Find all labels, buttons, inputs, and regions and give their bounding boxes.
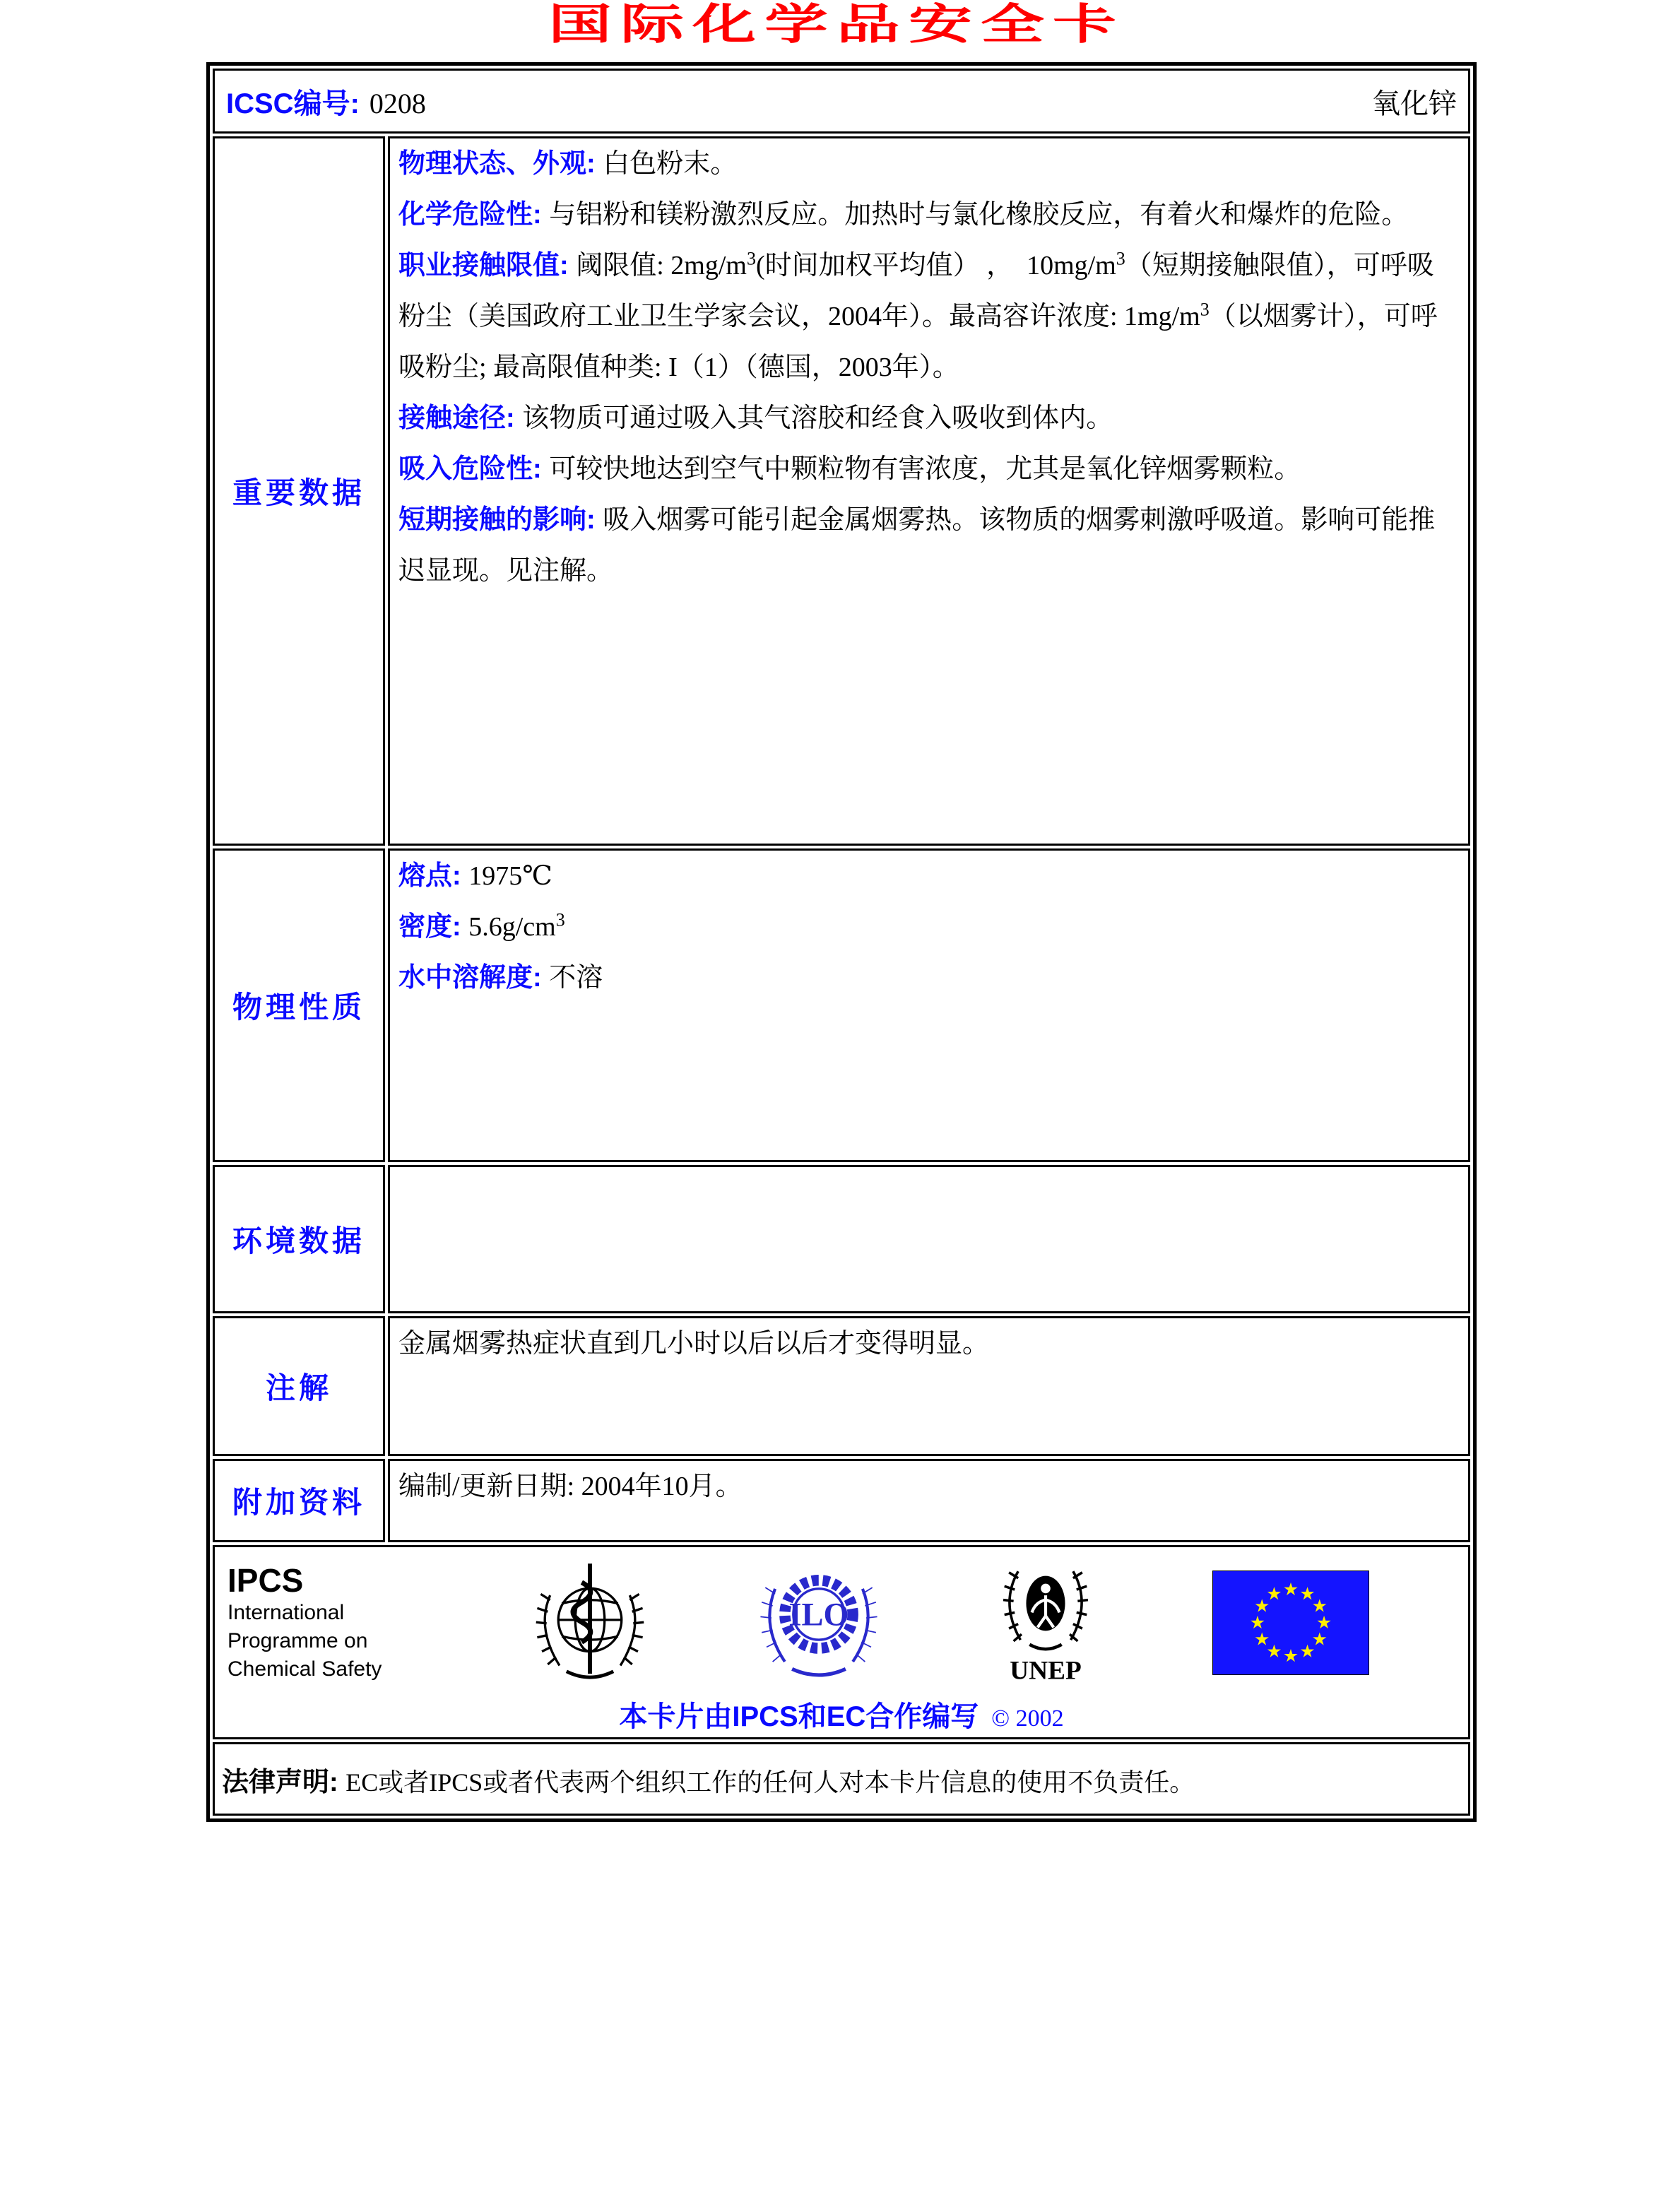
paragraph: 熔点: 1975℃ — [398, 861, 552, 891]
ipcs-subtitle-line2: Programme on — [227, 1629, 368, 1652]
environmental-data-label: 环境数据 — [213, 1165, 385, 1313]
paragraph: 密度: $5.6g/cm^3$ — [398, 909, 565, 942]
page-title — [0, 0, 1673, 52]
eu-flag — [1212, 1571, 1369, 1675]
legal-label: 法律声明: — [222, 1767, 346, 1797]
legal-cell — [213, 1742, 1470, 1816]
paragraph: 短期接触的影响: 吸入烟雾可能引起金属烟雾热。该物质的烟雾刺激呼吸道。影响可能推迟显现。见注解。 — [398, 505, 1436, 586]
ipcs-title: IPCS — [227, 1562, 304, 1599]
icsc-table — [206, 62, 1477, 1822]
additional-info-label: 附加资料 — [213, 1459, 385, 1542]
important-data-content — [388, 136, 1470, 846]
ipcs-subtitle-line1: International — [227, 1601, 345, 1624]
legal-text: EC或者IPCS或者代表两个组织工作的任何人对本卡片信息的使用不负责任。 — [345, 1768, 1195, 1797]
unep-logo — [988, 1553, 1103, 1693]
physical-properties-label: 物理性质 — [213, 848, 385, 1162]
paragraph: 水中溶解度: 不溶 — [398, 963, 603, 993]
important-data-label: 重要数据 — [213, 136, 385, 846]
paragraph: 职业接触限值: 阈限值: $2mg/m^3$(时间加权平均值） ， $10mg/m^3$（短期接触限值），可呼吸粉尘（美国政府工业卫生学家会议，2004年）。最高容许浓度: $1mg/m^3$（以烟雾计），可呼吸粉尘; 最高限值种类: I（1）（德国，2003年）。 — [398, 248, 1438, 382]
ilo-logo-label: ILO — [788, 1597, 849, 1633]
additional-info-row — [213, 1459, 1470, 1542]
who-logo — [531, 1558, 649, 1688]
paragraph: 接触途径: 该物质可通过吸入其气溶胶和经食入吸收到体内。 — [398, 403, 1113, 433]
unep-logo-label: UNEP — [1010, 1656, 1082, 1686]
ipcs-subtitle-line3: Chemical Safety — [227, 1657, 382, 1681]
header-cell — [213, 69, 1470, 134]
environmental-data-row — [213, 1165, 1470, 1313]
environmental-data-content — [388, 1165, 1470, 1313]
legal-row — [213, 1742, 1470, 1816]
page-title-text: 国际化学品安全卡 — [548, 1, 1125, 48]
ilo-logo — [758, 1557, 880, 1688]
credit-text: 本卡片由IPCS和EC合作编写 — [619, 1701, 979, 1732]
icsc-number-value: 0208 — [369, 87, 426, 119]
ipcs-block — [227, 1562, 422, 1684]
header-row — [213, 69, 1470, 134]
notes-content — [388, 1316, 1470, 1456]
icsc-number-group — [226, 81, 426, 122]
paragraph: 编制/更新日期: 2004年10月。 — [398, 1472, 743, 1501]
credit-copyright: © 2002 — [991, 1705, 1064, 1732]
ipcs-footer-cell — [213, 1545, 1470, 1739]
notes-label: 注解 — [213, 1316, 385, 1456]
physical-properties-content — [388, 848, 1470, 1162]
additional-info-content — [388, 1459, 1470, 1542]
paragraph: 物理状态、外观: 白色粉末。 — [398, 149, 738, 179]
important-data-row — [213, 136, 1470, 846]
physical-properties-row — [213, 848, 1470, 1162]
paragraph: 金属烟雾热症状直到几小时以后以后才变得明显。 — [398, 1329, 990, 1359]
chemical-name: 氧化锌 — [1372, 87, 1457, 119]
notes-row — [213, 1316, 1470, 1456]
paragraph: 化学危险性: 与铝粉和镁粉激烈反应。加热时与氯化橡胶反应，有着火和爆炸的危险。 — [398, 200, 1409, 230]
credit-line — [215, 1694, 1468, 1734]
ipcs-footer-row — [213, 1545, 1470, 1739]
icsc-number-label: ICSC编号: — [226, 88, 360, 119]
paragraph: 吸入危险性: 可较快地达到空气中颗粒物有害浓度，尤其是氧化锌烟雾颗粒。 — [398, 454, 1301, 484]
